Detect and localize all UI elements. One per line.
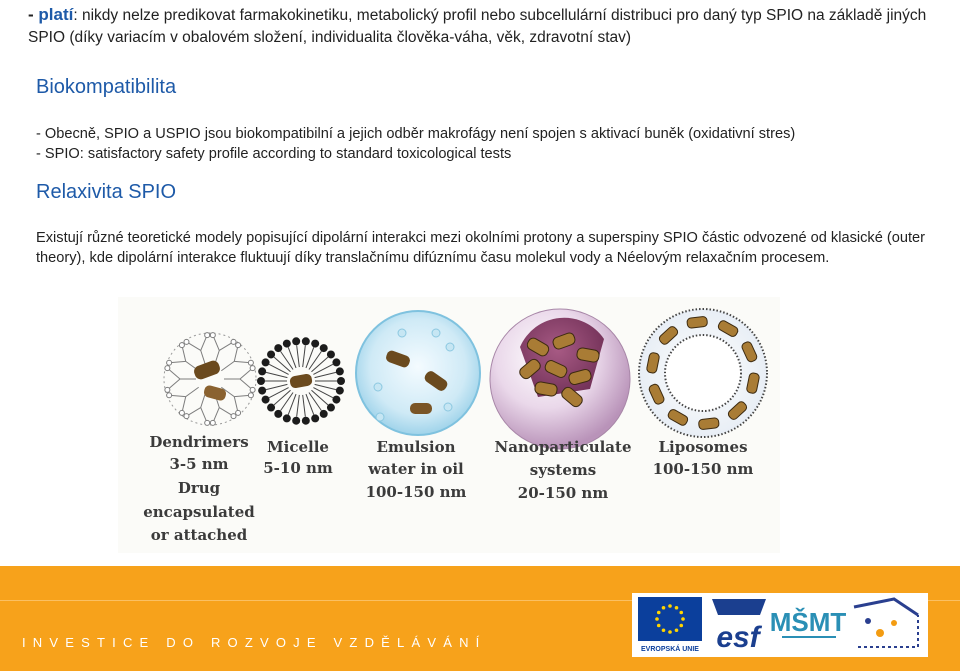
esf-logo-icon (708, 597, 768, 654)
heading-relaxivita: Relaxivita SPIO (36, 181, 177, 203)
nanoparticle-types-figure (118, 297, 780, 553)
emulsion-graphic (356, 311, 480, 435)
biocompatibility-line-1: - Obecně, SPIO a USPIO jsou biokompatibilní a jejich odběr makrofágy není spojen s aktivací buněk (oxidativní stres) (36, 126, 796, 142)
svg-text:MŠMT: MŠMT (769, 607, 847, 637)
msmt-logo-icon (770, 607, 847, 637)
relaxivity-paragraph: Existují různé teoretické modely popisující dipolární interakci mezi okolními protony a superspiny SPIO částic odvozené od klasické (outer theory), kde dipolární interakce fluktuují díky translačnímu difúznímu času molekul vody a Néelovým relaxačním procesem. (36, 230, 926, 266)
label-emulsion-size: 100-150 nm (365, 483, 467, 501)
label-micelle-size: 5-10 nm (263, 459, 333, 477)
eu-caption: EVROPSKÁ UNIE (641, 646, 699, 653)
label-nanoparticulate-size: 20-150 nm (517, 484, 609, 502)
intro-dash: - (28, 5, 39, 24)
dendrimer-graphic (164, 333, 256, 426)
svg-text:esf: esf (716, 621, 760, 654)
label-dendrimers-title: Dendrimers (149, 433, 249, 451)
label-dendrimers-attached: or attached (150, 526, 248, 544)
nanoparticle-illustration (118, 297, 780, 553)
funding-logos-graphic (632, 593, 928, 657)
nanoparticulate-graphic (490, 309, 630, 449)
label-liposomes-size: 100-150 nm (652, 460, 754, 478)
label-emulsion-type: water in oil (368, 460, 464, 478)
label-nanoparticulate-title: Nanoparticulate (494, 438, 632, 456)
eu-flag-icon (638, 597, 702, 653)
label-dendrimers-size: 3-5 nm (169, 455, 229, 473)
funding-logos (632, 593, 928, 657)
label-emulsion-title: Emulsion (376, 438, 456, 456)
liposome-graphic (639, 309, 767, 437)
intro-lead-word: platí (38, 5, 74, 24)
biocompatibility-line-2: - SPIO: satisfactory safety profile according to standard toxicological tests (36, 146, 512, 162)
label-nanoparticulate-type: systems (529, 461, 597, 479)
label-micelle-title: Micelle (267, 438, 329, 456)
op-vk-logo-icon (854, 599, 918, 647)
intro-paragraph (28, 4, 948, 49)
intro-text: : nikdy nelze predikovat farmakokinetiku, metabolický profil nebo subcellulární distribuci pro daný typ SPIO na základě jiných SPIO (díky variacím v obalovém složení, individualita člověka-váha, věk, zdravotní stav) (28, 7, 927, 46)
label-dendrimers-drug: Drug (177, 479, 221, 497)
micelle-graphic (257, 337, 345, 424)
biocompatibility-text (36, 124, 956, 164)
label-liposomes-title: Liposomes (658, 438, 748, 456)
heading-biokompatibilita: Biokompatibilita (36, 76, 177, 98)
label-dendrimers-encapsulated: encapsulated (143, 503, 255, 521)
footer-tagline: INVESTICE DO ROZVOJE VZDĚLÁVÁNÍ (22, 635, 487, 650)
